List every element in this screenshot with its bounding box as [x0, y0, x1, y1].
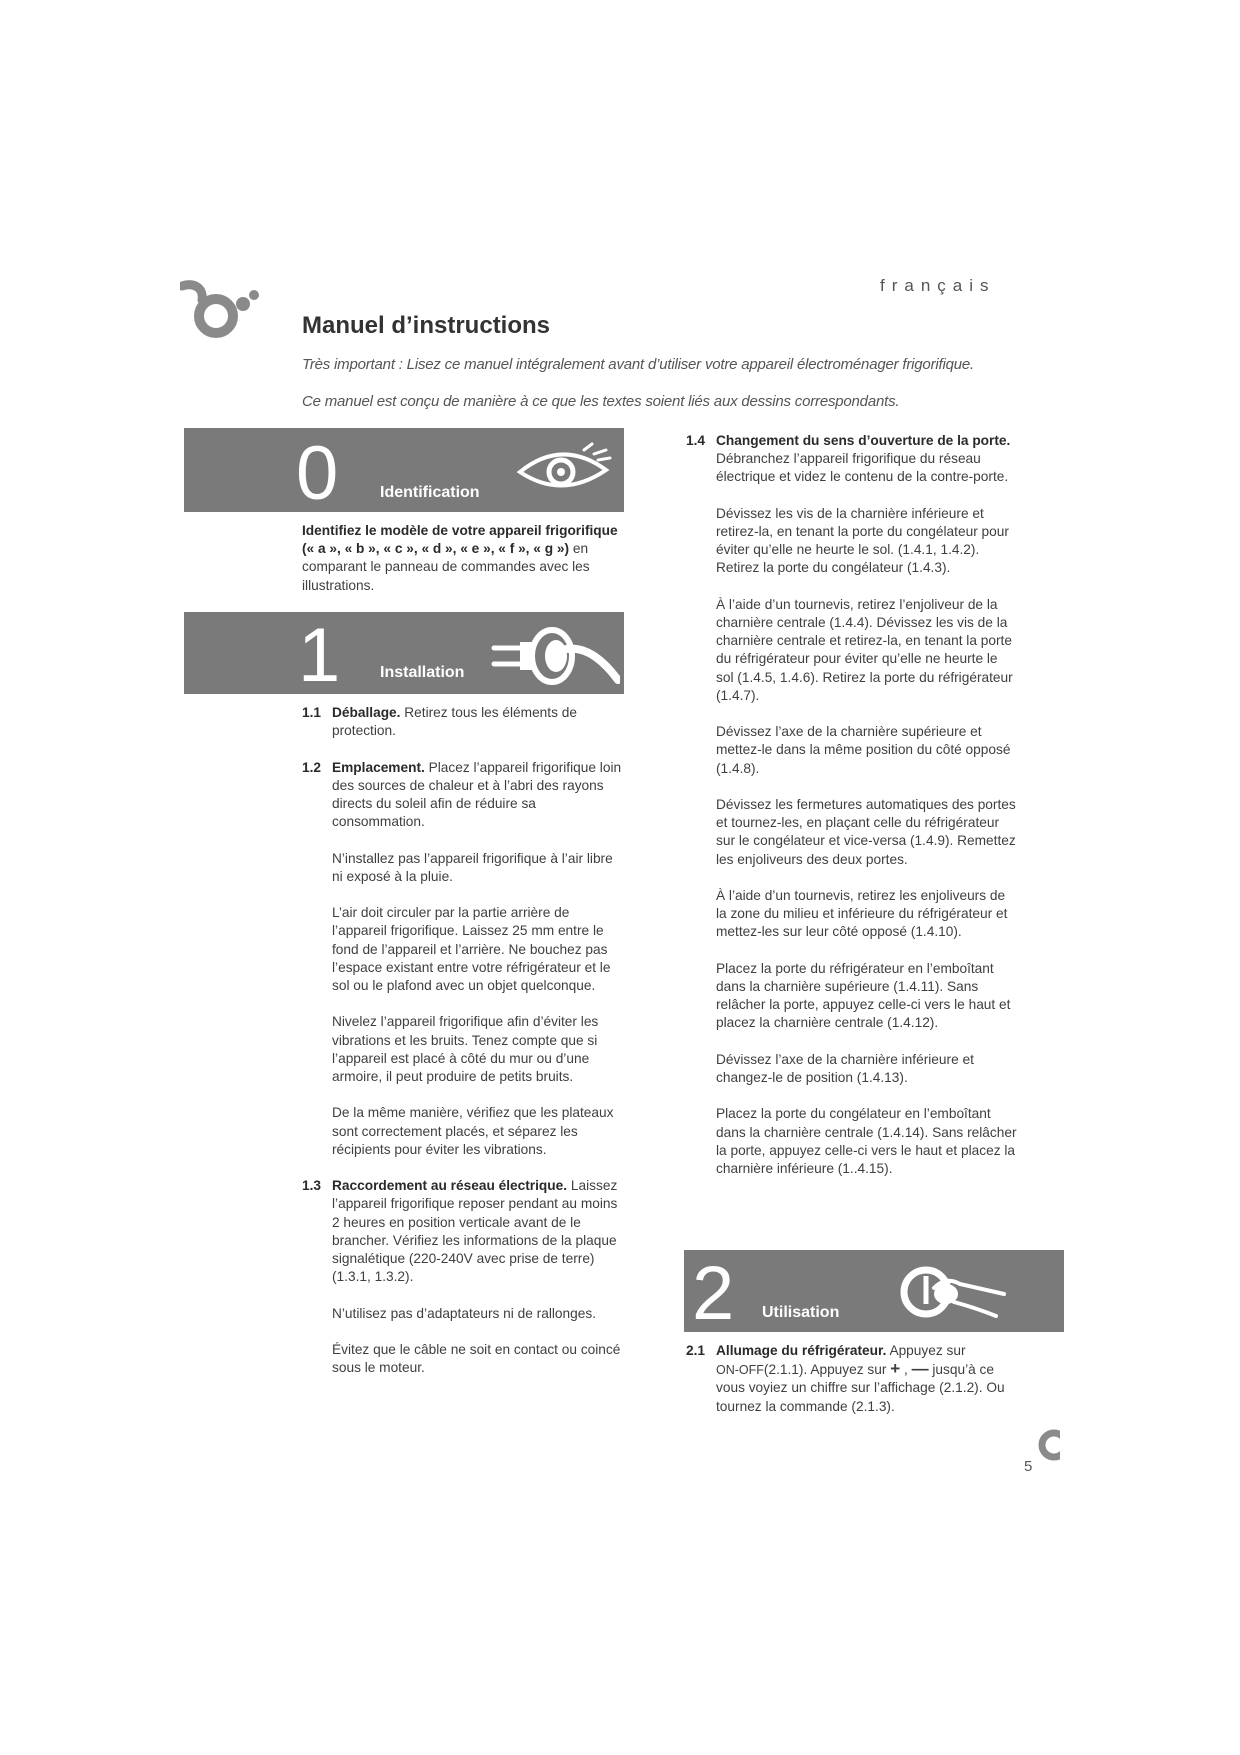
item-text: Appuyez sur: [886, 1343, 966, 1358]
usage-column: [686, 1342, 1018, 1416]
section-label: Utilisation: [762, 1304, 840, 1321]
plug-icon: [490, 620, 620, 688]
page-number: 5: [1024, 1458, 1033, 1475]
page-title: Manuel d’instructions: [302, 312, 551, 339]
paragraph: N’installez pas l’appareil frigorifique à l’air libre ni exposé à la pluie.: [332, 850, 613, 884]
plus-icon: +: [890, 1359, 901, 1379]
eye-icon: [514, 442, 614, 498]
paragraph: À l’aide d’un tournevis, retirez les enjoliveurs de la zone du milieu et inférieure du réfrigérateur et mettez-les sur leur côté opposé (1.4.10).: [716, 888, 1008, 940]
door-reversal-column: [686, 432, 1018, 1196]
item-title: Raccordement au réseau électrique.: [332, 1178, 568, 1194]
brand-logo-icon: [180, 280, 280, 350]
item-text: Débranchez l’appareil frigorifique du réseau électrique et videz le contenu de la contre-porte.: [716, 451, 1009, 485]
item-number: 1.3: [302, 1178, 322, 1194]
installation-column: [302, 704, 626, 1396]
paragraph: N’utilisez pas d’adaptateurs ni de rallonges.: [332, 1305, 597, 1321]
section-label: Identification: [380, 484, 480, 501]
list-item: [686, 432, 1018, 487]
paragraph: Placez la porte du congélateur en l’emboîtant dans la charnière centrale (1.4.14). Sans relâcher la porte, appuyez celle-ci vers le haut et placez la charnière inférieure (1..4.15).: [716, 1106, 1017, 1176]
item-title: Emplacement.: [332, 759, 425, 775]
item-number: 1.1: [302, 705, 322, 720]
corner-ring-icon: [1036, 1428, 1066, 1462]
section-banner-identification: [184, 428, 624, 516]
list-item: [686, 1342, 1018, 1416]
identification-bold: Identifiez le modèle de votre appareil frigorifique (« a », « b », « c », « d », « e », « f », « g »): [302, 523, 618, 557]
identification-rest: en comparant le panneau de commandes avec les illustrations.: [302, 541, 590, 593]
item-text: jusqu’à ce vous voyiez un chiffre sur l’affichage (2.1.2). Ou tournez la commande (2.1.3).: [716, 1362, 1005, 1414]
section-banner-utilisation: [684, 1250, 1064, 1336]
paragraph: Dévissez les fermetures automatiques des portes et tournez-les, en plaçant celle du réfrigérateur sur le congélateur et vice-versa (1.4.9). Remettez les enjoliveurs des deux portes.: [716, 797, 1016, 867]
item-text: ,: [900, 1362, 912, 1378]
paragraph: De la même manière, vérifiez que les plateaux sont correctement placés, et séparez les récipients pour éviter les vibrations.: [332, 1105, 614, 1157]
section-number: 0: [296, 431, 339, 516]
intro-important: Très important : Lisez ce manuel intégralement avant d’utiliser votre appareil électroménager frigorifique.: [302, 356, 974, 373]
item-title: Allumage du réfrigérateur.: [716, 1343, 887, 1358]
item-text: Laissez l’appareil frigorifique reposer pendant au moins 2 heures en position verticale avant de le brancher. Vérifiez les informations de la plaque signalétique (220-240V avec prise de terre) (1.3.1, 1.3.2).: [332, 1178, 618, 1285]
paragraph: Dévissez l’axe de la charnière supérieure et mettez-le dans la même position du côté opposé (1.4.8).: [716, 724, 1011, 776]
item-text: Placez l’appareil frigorifique loin des sources de chaleur et à l’abri des rayons directs du soleil afin de réduire sa consommation.: [332, 759, 622, 830]
paragraph: Dévissez l’axe de la charnière inférieure et changez-le de position (1.4.13).: [716, 1051, 974, 1085]
paragraph: Évitez que le câble ne soit en contact ou coincé sous le moteur.: [332, 1341, 621, 1376]
item-number: 2.1: [686, 1343, 706, 1358]
onoff-label: ON-OFF: [716, 1363, 764, 1378]
section-label: Installation: [380, 664, 465, 681]
language-label: français: [880, 276, 996, 295]
section-banner-installation: [184, 612, 624, 698]
list-item: [302, 759, 626, 832]
item-text: (2.1.1). Appuyez sur: [763, 1362, 891, 1378]
intro-note: Ce manuel est conçu de manière à ce que les textes soient liés aux dessins correspondants.: [302, 393, 900, 410]
paragraph: Nivelez l’appareil frigorifique afin d’éviter les vibrations et les bruits. Tenez compte que si l’appareil est placé à côté du mur ou d’une armoire, il peut produire de petits bruits.: [332, 1014, 599, 1084]
power-button-icon: [896, 1258, 1008, 1326]
list-item: [302, 704, 626, 740]
section-number: 1: [298, 613, 341, 698]
item-title: Changement du sens d’ouverture de la porte.: [716, 433, 1011, 448]
list-item: [302, 1177, 626, 1286]
section-number: 2: [692, 1251, 735, 1336]
item-text: Retirez tous les éléments de protection.: [332, 705, 577, 739]
paragraph: L’air doit circuler par la partie arrière de l’appareil frigorifique. Laissez 25 mm entre le fond de l’appareil et l’arrière. Ne bouchez pas l’espace existant entre votre réfrigérateur et le sol ou le plafond avec un objet quelconque.: [332, 905, 611, 993]
paragraph: Dévissez les vis de la charnière inférieure et retirez-la, en tenant la porte du congélateur pour éviter qu’elle ne heurte le sol. (1.4.1, 1.4.2). Retirez la porte du congélateur (1.4.3).: [716, 505, 1009, 576]
item-title: Déballage.: [332, 705, 401, 720]
paragraph: À l’aide d’un tournevis, retirez l’enjoliveur de la charnière centrale (1.4.4). Dévissez les vis de la charnière centrale et retirez-la, en tenant la porte du réfrigérateur pour éviter qu’elle ne heurte le sol (1.4.5, 1.4.6). Retirez la porte du réfrigérateur (1.4.7).: [716, 596, 1013, 703]
minus-icon: —: [911, 1359, 929, 1379]
paragraph: Placez la porte du réfrigérateur en l’emboîtant dans la charnière supérieure (1.4.11). Sans relâcher la porte, appuyez celle-ci vers le haut et placez la charnière centrale (1.4.12).: [716, 960, 1011, 1031]
identification-text: [302, 522, 622, 595]
item-number: 1.4: [686, 433, 706, 448]
item-number: 1.2: [302, 759, 322, 775]
